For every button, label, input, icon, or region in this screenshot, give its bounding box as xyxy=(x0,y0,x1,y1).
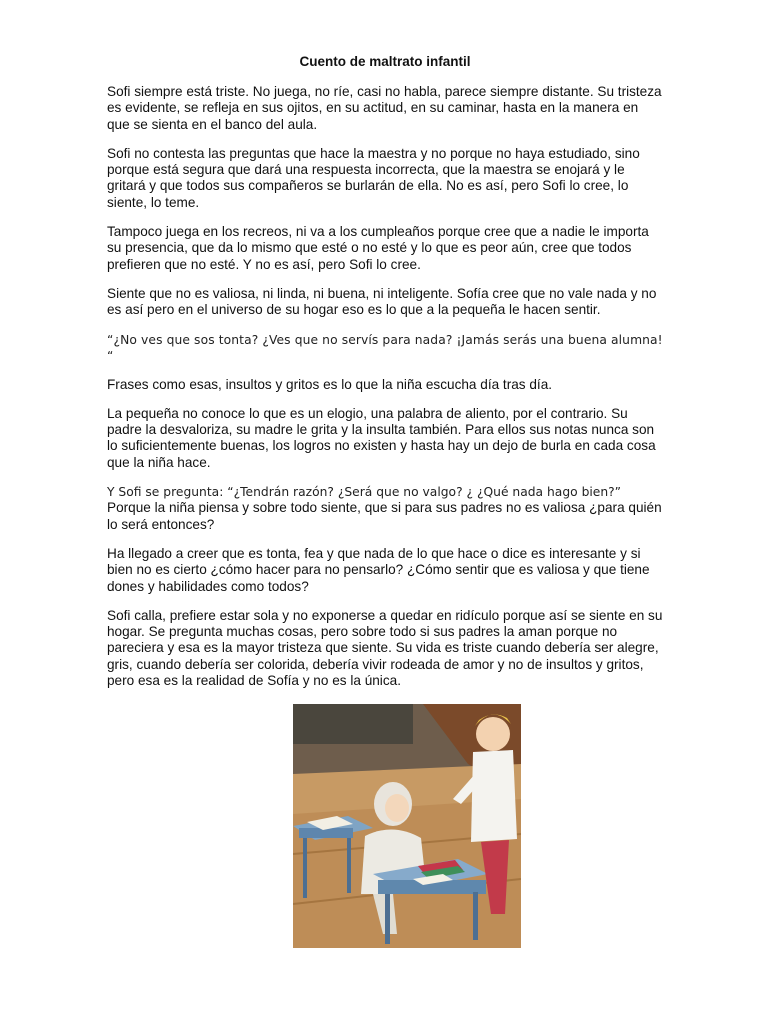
paragraph-6: La pequeña no conoce lo que es un elogio, una palabra de aliento, por el contrario. Su padre la desvaloriza, su madre le grita y la insulta también. Para ellos sus notas nunca son lo suficientemente buenas, los logros no existen y hasta hay un dejo de burla en cada cosa que la niña hace. xyxy=(107,405,656,470)
paragraph-8: Sofi calla, prefiere estar sola y no exponerse a quedar en ridículo porque así se siente en su hogar. Se pregunta muchas cosas, pero sobre todo si sus padres la aman porque no pareciera y esa es la mayor tristeza que siente. Su vida es triste cuando debería ser alegre, gris, cuando debería ser colorida, debería vivir rodeada de amor y no de insultos y gritos, pero esa es la realidad de Sofía y no es la única. xyxy=(107,607,663,689)
classroom-illustration xyxy=(293,704,521,948)
paragraph-3: Tampoco juega en los recreos, ni va a los cumpleaños porque cree que a nadie le importa su presencia, que da lo mismo que esté o no esté y lo que es peor aún, cree que todos prefieren que no esté. Y no es así, pero Sofi lo cree. xyxy=(107,224,649,272)
document-title: Cuento de maltrato infantil xyxy=(299,54,471,69)
question-followup: Porque la niña piensa y sobre todo siente, que si para sus padres no es valiosa ¿para quién lo será entonces? xyxy=(107,500,662,532)
paragraph-1: Sofi siempre está triste. No juega, no ríe, casi no habla, parece siempre distante. Su tristeza es evidente, se refleja en sus ojitos, en su actitud, en su caminar, hasta en la manera en que se sienta en el banco del aula. xyxy=(107,84,662,132)
quote-insults: “¿No ves que sos tonta? ¿Ves que no servís para nada? ¡Jamás serás una buena alumna! “ xyxy=(107,332,663,363)
paragraph-5: Frases como esas, insultos y gritos es lo que la niña escucha día tras día. xyxy=(107,376,553,392)
document-body xyxy=(107,54,663,702)
paragraph-question xyxy=(107,484,663,533)
paragraph-7: Ha llegado a creer que es tonta, fea y que nada de lo que hace o dice es interesante y si bien no es cierto ¿cómo hacer para no pensarlo? ¿Cómo sentir que es valiosa y que tiene dones y habilidades como todos? xyxy=(107,545,650,594)
paragraph-2: Sofi no contesta las preguntas que hace la maestra y no porque no haya estudiado, sino porque está segura que dará una respuesta incorrecta, que la maestra se enojará y le gritará y que todos sus compañeros se burlarán de ella. No es así, pero Sofi lo cree, lo siente, lo teme. xyxy=(107,145,640,210)
quote-question: Y Sofi se pregunta: “¿Tendrán razón? ¿Será que no valgo? ¿ ¿Qué nada hago bien?” xyxy=(107,485,622,500)
paragraph-4: Siente que no es valiosa, ni linda, ni buena, ni inteligente. Sofía cree que no vale nada y no es así pero en el universo de su hogar eso es lo que a la pequeña le hacen sentir. xyxy=(107,285,657,318)
